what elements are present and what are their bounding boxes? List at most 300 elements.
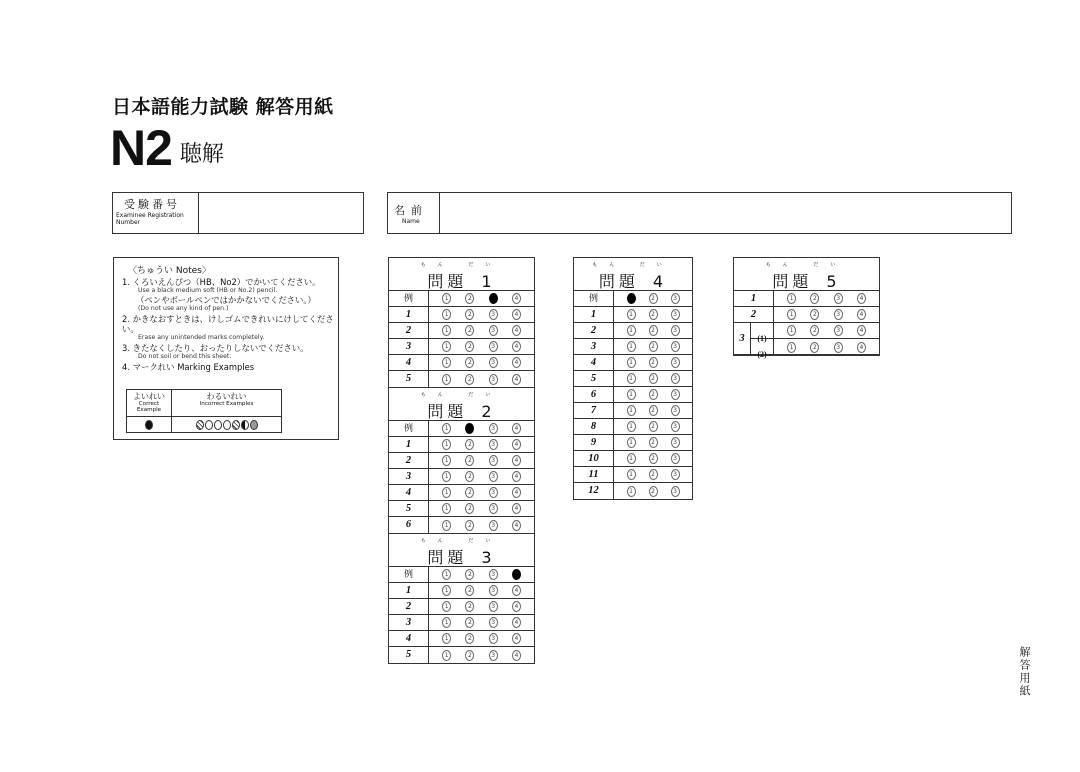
answer-bubble-2[interactable]: 2 bbox=[649, 341, 658, 352]
answer-bubble-3[interactable] bbox=[489, 293, 498, 304]
mondai-furigana: もん だい bbox=[420, 262, 503, 268]
answer-bubble-2[interactable]: 2 bbox=[465, 455, 474, 466]
answer-bubble-3[interactable]: 3 bbox=[489, 569, 498, 580]
answer-bubble-1[interactable]: 1 bbox=[627, 453, 636, 464]
answer-bubble-3[interactable]: 3 bbox=[489, 520, 498, 531]
question-number: 4 bbox=[574, 355, 614, 370]
answer-options bbox=[614, 339, 692, 354]
answer-bubble-2[interactable]: 2 bbox=[810, 342, 819, 353]
mondai-number: 1 bbox=[481, 272, 496, 291]
answer-bubble-2[interactable]: 2 bbox=[649, 309, 658, 320]
note-1-jp2: （ペンやボールペンではかかないでください。） bbox=[136, 295, 316, 305]
answer-options bbox=[429, 501, 534, 516]
answer-bubble-1[interactable]: 1 bbox=[442, 487, 451, 498]
answer-row bbox=[574, 467, 692, 483]
answer-options bbox=[774, 323, 879, 338]
answer-bubble-3[interactable]: 3 bbox=[489, 633, 498, 644]
question-number: 9 bbox=[574, 435, 614, 450]
mondai-title bbox=[734, 269, 879, 292]
answer-bubble-1[interactable]: 1 bbox=[442, 293, 451, 304]
mondai-word: 問題 bbox=[427, 272, 468, 291]
answer-bubble-3[interactable]: 3 bbox=[671, 486, 680, 497]
answer-options bbox=[429, 307, 534, 322]
answer-bubble-4[interactable]: 4 bbox=[512, 650, 521, 661]
answer-options bbox=[429, 517, 534, 533]
answer-bubble-1[interactable]: 1 bbox=[442, 325, 451, 336]
answer-bubble-2[interactable]: 2 bbox=[465, 650, 474, 661]
answer-row bbox=[389, 453, 534, 469]
incorrect-mark-icon bbox=[241, 420, 249, 430]
answer-row bbox=[574, 435, 692, 451]
incorrect-label-en: Incorrect Examples bbox=[199, 401, 254, 407]
mondai-number: 4 bbox=[652, 272, 668, 291]
answer-bubble-4[interactable]: 4 bbox=[512, 357, 521, 368]
question-number: 6 bbox=[389, 517, 429, 533]
mondai-1 bbox=[389, 258, 534, 387]
question-number: 8 bbox=[574, 419, 614, 434]
answer-bubble-4[interactable]: 4 bbox=[512, 293, 521, 304]
answer-bubble-2[interactable]: 2 bbox=[465, 471, 474, 482]
answer-bubble-2[interactable]: 2 bbox=[465, 293, 474, 304]
question-number: 7 bbox=[574, 403, 614, 418]
answer-bubble-3[interactable]: 3 bbox=[489, 503, 498, 514]
answer-bubble-3[interactable]: 3 bbox=[671, 373, 680, 384]
answer-row bbox=[389, 647, 534, 663]
answer-bubble-3[interactable]: 3 bbox=[834, 293, 843, 304]
mondai-header bbox=[734, 258, 879, 291]
answer-options bbox=[614, 291, 692, 306]
question-number: 5 bbox=[574, 371, 614, 386]
answer-row bbox=[734, 291, 879, 307]
answer-bubble-2[interactable]: 2 bbox=[649, 453, 658, 464]
registration-label-en: Examinee Registration Number bbox=[116, 212, 184, 226]
answer-bubble-1[interactable]: 1 bbox=[442, 357, 451, 368]
answer-bubble-1[interactable] bbox=[627, 293, 636, 304]
answer-bubble-2[interactable]: 2 bbox=[465, 520, 474, 531]
answer-bubble-2[interactable]: 2 bbox=[465, 503, 474, 514]
name-box bbox=[387, 192, 1012, 234]
question-number: 1 bbox=[734, 291, 774, 306]
answer-row bbox=[389, 599, 534, 615]
answer-bubble-4[interactable]: 4 bbox=[857, 342, 866, 353]
answer-bubble-2[interactable]: 2 bbox=[465, 487, 474, 498]
answer-options bbox=[614, 467, 692, 482]
answer-bubble-4[interactable]: 4 bbox=[512, 455, 521, 466]
answer-bubble-1[interactable]: 1 bbox=[442, 601, 451, 612]
answer-bubble-2[interactable]: 2 bbox=[649, 405, 658, 416]
answer-bubble-2[interactable]: 2 bbox=[649, 373, 658, 384]
answer-bubble-4[interactable]: 4 bbox=[857, 309, 866, 320]
answer-bubble-1[interactable]: 1 bbox=[787, 293, 796, 304]
answer-bubble-2[interactable]: 2 bbox=[649, 437, 658, 448]
answer-bubble-1[interactable]: 1 bbox=[787, 342, 796, 353]
mondai-5 bbox=[734, 258, 879, 359]
answer-bubble-2[interactable]: 2 bbox=[465, 617, 474, 628]
mondai-title bbox=[389, 399, 534, 422]
answer-bubble-3[interactable]: 3 bbox=[489, 650, 498, 661]
answer-options bbox=[429, 469, 534, 484]
answer-bubble-2[interactable]: 2 bbox=[810, 309, 819, 320]
question-number: 10 bbox=[574, 451, 614, 466]
question-number: 3 bbox=[389, 615, 429, 630]
answer-options bbox=[429, 355, 534, 370]
sub-question-group bbox=[734, 323, 879, 359]
answer-bubble-4[interactable]: 4 bbox=[512, 471, 521, 482]
answer-bubble-1[interactable]: 1 bbox=[787, 309, 796, 320]
answer-bubble-2[interactable]: 2 bbox=[649, 469, 658, 480]
answer-bubble-4[interactable] bbox=[512, 569, 521, 580]
answer-row bbox=[574, 403, 692, 419]
correct-label-en: Correct Example bbox=[136, 401, 162, 413]
note-1-en: Use a black medium soft (HB or No.2) pencil. bbox=[138, 287, 278, 294]
answer-column-1 bbox=[388, 257, 535, 664]
answer-bubble-2[interactable]: 2 bbox=[465, 439, 474, 450]
answer-bubble-3[interactable]: 3 bbox=[671, 357, 680, 368]
answer-bubble-1[interactable]: 1 bbox=[627, 357, 636, 368]
answer-bubble-1[interactable]: 1 bbox=[442, 520, 451, 531]
answer-bubble-2[interactable]: 2 bbox=[649, 389, 658, 400]
answer-bubble-4[interactable]: 4 bbox=[512, 617, 521, 628]
answer-bubble-1[interactable]: 1 bbox=[442, 633, 451, 644]
answer-row bbox=[574, 451, 692, 467]
question-number: 3 bbox=[389, 339, 429, 354]
answer-row bbox=[389, 501, 534, 517]
notes-heading: 〈ちゅうい Notes〉 bbox=[128, 266, 211, 276]
answer-bubble-2[interactable]: 2 bbox=[465, 341, 474, 352]
answer-options bbox=[614, 323, 692, 338]
answer-options bbox=[429, 631, 534, 646]
answer-bubble-2[interactable]: 2 bbox=[465, 585, 474, 596]
note-3-en: Do not soil or bend this sheet. bbox=[138, 353, 232, 360]
level-label: N2 bbox=[110, 120, 172, 176]
question-number: 4 bbox=[389, 485, 429, 500]
answer-bubble-3[interactable]: 3 bbox=[834, 342, 843, 353]
answer-bubble-4[interactable]: 4 bbox=[512, 374, 521, 385]
answer-options bbox=[429, 437, 534, 452]
question-number: 2 bbox=[574, 323, 614, 338]
question-number: 例 bbox=[389, 291, 429, 306]
incorrect-example-header bbox=[172, 390, 281, 417]
answer-bubble-3[interactable]: 3 bbox=[489, 455, 498, 466]
mondai-title bbox=[389, 545, 534, 568]
answer-row bbox=[389, 339, 534, 355]
answer-bubble-4[interactable]: 4 bbox=[512, 439, 521, 450]
answer-bubble-1[interactable]: 1 bbox=[627, 373, 636, 384]
answer-row bbox=[574, 291, 692, 307]
sub-question-rows bbox=[751, 323, 879, 359]
answer-bubble-4[interactable]: 4 bbox=[512, 325, 521, 336]
answer-bubble-4[interactable]: 4 bbox=[512, 309, 521, 320]
answer-row bbox=[389, 307, 534, 323]
question-number: 1 bbox=[389, 307, 429, 322]
name-label bbox=[388, 193, 440, 233]
question-number: 例 bbox=[574, 291, 614, 306]
mondai-number: 5 bbox=[826, 272, 841, 291]
answer-bubble-3[interactable]: 3 bbox=[489, 357, 498, 368]
answer-options bbox=[429, 615, 534, 630]
answer-options bbox=[614, 483, 692, 499]
question-number: 1 bbox=[389, 583, 429, 598]
note-1: 1. くろいえんぴつ（HB、No2）でかいてください。 bbox=[122, 277, 321, 287]
answer-options bbox=[429, 583, 534, 598]
answer-bubble-2[interactable]: 2 bbox=[465, 633, 474, 644]
note-4: 4. マークれい Marking Examples bbox=[122, 362, 255, 372]
correct-label-jp: よいれい bbox=[133, 392, 165, 401]
mondai-4 bbox=[574, 258, 692, 499]
answer-options bbox=[429, 339, 534, 354]
answer-bubble-3[interactable]: 3 bbox=[489, 439, 498, 450]
answer-options bbox=[614, 403, 692, 418]
question-number: 1 bbox=[389, 437, 429, 452]
mondai-header bbox=[389, 258, 534, 291]
answer-bubble-2[interactable]: 2 bbox=[465, 374, 474, 385]
answer-row bbox=[389, 437, 534, 453]
answer-bubble-2[interactable]: 2 bbox=[465, 357, 474, 368]
question-number: 12 bbox=[574, 483, 614, 499]
answer-options bbox=[429, 599, 534, 614]
answer-bubble-2[interactable] bbox=[465, 423, 474, 434]
answer-options bbox=[429, 647, 534, 663]
answer-bubble-4[interactable]: 4 bbox=[512, 503, 521, 514]
answer-bubble-1[interactable]: 1 bbox=[442, 617, 451, 628]
note-1-en2: (Do not use any kind of pen.) bbox=[138, 305, 229, 312]
incorrect-mark-icon bbox=[232, 420, 240, 430]
answer-bubble-1[interactable]: 1 bbox=[627, 486, 636, 497]
answer-bubble-3[interactable]: 3 bbox=[671, 405, 680, 416]
note-2: 2. かきなおすときは、けしゴムできれいにけしてください。 bbox=[122, 314, 334, 334]
answer-bubble-3[interactable]: 3 bbox=[671, 421, 680, 432]
incorrect-mark-icon bbox=[196, 420, 204, 430]
answer-row bbox=[574, 355, 692, 371]
answer-bubble-3[interactable]: 3 bbox=[489, 325, 498, 336]
mondai-word: 問題 bbox=[427, 402, 468, 421]
answer-bubble-3[interactable]: 3 bbox=[671, 469, 680, 480]
answer-row bbox=[389, 615, 534, 631]
answer-bubble-4[interactable]: 4 bbox=[512, 585, 521, 596]
registration-box bbox=[112, 192, 364, 234]
answer-row bbox=[389, 485, 534, 501]
answer-bubble-4[interactable]: 4 bbox=[512, 423, 521, 434]
mondai-header bbox=[389, 534, 534, 567]
question-number: 2 bbox=[734, 307, 774, 322]
answer-row bbox=[389, 583, 534, 599]
answer-bubble-1[interactable]: 1 bbox=[442, 585, 451, 596]
answer-options bbox=[429, 291, 534, 306]
question-number: 3 bbox=[574, 339, 614, 354]
answer-row bbox=[389, 371, 534, 387]
incorrect-label-jp: わるいれい bbox=[206, 392, 247, 401]
answer-options bbox=[614, 355, 692, 370]
note-2-en: Erase any unintended marks completely. bbox=[138, 334, 265, 341]
answer-bubble-1[interactable]: 1 bbox=[627, 389, 636, 400]
answer-bubble-2[interactable]: 2 bbox=[649, 357, 658, 368]
registration-label bbox=[113, 193, 199, 233]
answer-bubble-1[interactable]: 1 bbox=[442, 471, 451, 482]
answer-bubble-3[interactable]: 3 bbox=[671, 325, 680, 336]
incorrect-mark-icon bbox=[214, 420, 222, 430]
answer-bubble-4[interactable]: 4 bbox=[512, 633, 521, 644]
answer-row bbox=[574, 323, 692, 339]
answer-row bbox=[389, 421, 534, 437]
answer-bubble-1[interactable]: 1 bbox=[627, 309, 636, 320]
answer-options bbox=[614, 387, 692, 402]
answer-bubble-2[interactable]: 2 bbox=[649, 325, 658, 336]
answer-bubble-2[interactable]: 2 bbox=[465, 601, 474, 612]
answer-options bbox=[774, 339, 879, 355]
mondai-number: 3 bbox=[481, 548, 496, 567]
mondai-word: 問題 bbox=[772, 272, 813, 291]
answer-bubble-1[interactable]: 1 bbox=[627, 341, 636, 352]
answer-row bbox=[734, 307, 879, 323]
question-number: 2 bbox=[389, 453, 429, 468]
answer-bubble-1[interactable]: 1 bbox=[627, 325, 636, 336]
answer-options bbox=[429, 421, 534, 436]
answer-bubble-1[interactable]: 1 bbox=[627, 421, 636, 432]
answer-column-2 bbox=[573, 257, 693, 500]
answer-bubble-1[interactable]: 1 bbox=[442, 341, 451, 352]
answer-bubble-4[interactable]: 4 bbox=[857, 325, 866, 336]
answer-bubble-2[interactable]: 2 bbox=[465, 569, 474, 580]
answer-bubble-3[interactable]: 3 bbox=[489, 423, 498, 434]
question-number: 5 bbox=[389, 371, 429, 387]
name-label-en: Name bbox=[402, 218, 420, 225]
answer-bubble-1[interactable]: 1 bbox=[442, 439, 451, 450]
mondai-3 bbox=[389, 533, 534, 663]
answer-bubble-2[interactable]: 2 bbox=[465, 325, 474, 336]
answer-bubble-2[interactable]: 2 bbox=[810, 293, 819, 304]
name-label-jp: 名前 bbox=[394, 204, 428, 217]
question-number: 4 bbox=[389, 631, 429, 646]
answer-bubble-1[interactable]: 1 bbox=[627, 405, 636, 416]
registration-field[interactable] bbox=[199, 193, 363, 233]
answer-bubble-1[interactable]: 1 bbox=[442, 455, 451, 466]
mondai-title bbox=[574, 269, 692, 292]
answer-bubble-2[interactable]: 2 bbox=[465, 309, 474, 320]
answer-row bbox=[574, 419, 692, 435]
answer-bubble-3[interactable]: 3 bbox=[489, 341, 498, 352]
mondai-furigana: もん だい bbox=[420, 538, 503, 544]
answer-bubble-2[interactable]: 2 bbox=[810, 325, 819, 336]
answer-bubble-4[interactable]: 4 bbox=[857, 293, 866, 304]
answer-bubble-3[interactable]: 3 bbox=[489, 374, 498, 385]
answer-bubble-1[interactable]: 1 bbox=[787, 325, 796, 336]
answer-bubble-2[interactable]: 2 bbox=[649, 486, 658, 497]
question-number: 3 bbox=[389, 469, 429, 484]
question-number: 1 bbox=[574, 307, 614, 322]
answer-row bbox=[389, 567, 534, 583]
question-number: 5 bbox=[389, 647, 429, 663]
answer-bubble-1[interactable]: 1 bbox=[442, 423, 451, 434]
mondai-header bbox=[389, 388, 534, 421]
answer-bubble-3[interactable]: 3 bbox=[671, 437, 680, 448]
answer-options bbox=[614, 419, 692, 434]
answer-options bbox=[429, 567, 534, 582]
registration-label-jp: 受験番号 bbox=[124, 198, 180, 211]
answer-bubble-2[interactable]: 2 bbox=[649, 421, 658, 432]
answer-options bbox=[429, 453, 534, 468]
name-field[interactable] bbox=[440, 193, 1011, 233]
answer-row bbox=[751, 323, 879, 343]
answer-options bbox=[429, 323, 534, 338]
marking-examples bbox=[126, 389, 282, 433]
question-number: 例 bbox=[389, 567, 429, 582]
question-number: 例 bbox=[389, 421, 429, 436]
answer-bubble-3[interactable]: 3 bbox=[489, 601, 498, 612]
answer-bubble-3[interactable]: 3 bbox=[671, 309, 680, 320]
answer-row bbox=[389, 631, 534, 647]
answer-column-3 bbox=[733, 257, 880, 359]
answer-bubble-4[interactable]: 4 bbox=[512, 520, 521, 531]
section-label: 聴解 bbox=[179, 142, 224, 167]
question-number: 6 bbox=[574, 387, 614, 402]
answer-row bbox=[389, 469, 534, 485]
answer-row bbox=[389, 323, 534, 339]
answer-bubble-1[interactable]: 1 bbox=[442, 569, 451, 580]
mondai-furigana: もん だい bbox=[420, 392, 503, 398]
incorrect-mark-icon bbox=[205, 420, 213, 430]
answer-bubble-4[interactable]: 4 bbox=[512, 341, 521, 352]
answer-bubble-3[interactable]: 3 bbox=[671, 389, 680, 400]
question-number: 2 bbox=[389, 599, 429, 614]
answer-bubble-1[interactable]: 1 bbox=[442, 650, 451, 661]
answer-bubble-1[interactable]: 1 bbox=[627, 469, 636, 480]
answer-bubble-3[interactable]: 3 bbox=[489, 487, 498, 498]
sheet-title: 日本語能力試験 解答用紙 bbox=[112, 96, 334, 118]
answer-bubble-3[interactable]: 3 bbox=[834, 309, 843, 320]
question-number: 3 bbox=[734, 323, 751, 354]
answer-bubble-3[interactable]: 3 bbox=[671, 341, 680, 352]
sub-question-number: (1) bbox=[751, 323, 774, 338]
answer-bubble-2[interactable]: 2 bbox=[649, 293, 658, 304]
mondai-furigana: もん だい bbox=[592, 262, 674, 268]
answer-bubble-1[interactable]: 1 bbox=[442, 374, 451, 385]
answer-options bbox=[429, 371, 534, 387]
answer-bubble-1[interactable]: 1 bbox=[442, 503, 451, 514]
answer-options bbox=[429, 485, 534, 500]
level-heading bbox=[110, 120, 224, 176]
answer-row bbox=[574, 371, 692, 387]
mondai-title bbox=[389, 269, 534, 292]
answer-bubble-3[interactable]: 3 bbox=[834, 325, 843, 336]
answer-bubble-3[interactable]: 3 bbox=[671, 293, 680, 304]
answer-bubble-1[interactable]: 1 bbox=[627, 437, 636, 448]
incorrect-mark-icon bbox=[223, 420, 231, 430]
answer-row bbox=[574, 307, 692, 323]
answer-row bbox=[389, 291, 534, 307]
answer-options bbox=[614, 307, 692, 322]
mondai-2 bbox=[389, 387, 534, 533]
answer-row bbox=[389, 355, 534, 371]
answer-row bbox=[389, 517, 534, 533]
answer-bubble-4[interactable]: 4 bbox=[512, 487, 521, 498]
answer-row bbox=[751, 339, 879, 359]
mondai-furigana: もん だい bbox=[765, 262, 848, 268]
answer-bubble-3[interactable]: 3 bbox=[489, 309, 498, 320]
incorrect-mark-icon bbox=[250, 420, 258, 430]
answer-bubble-4[interactable]: 4 bbox=[512, 601, 521, 612]
answer-bubble-3[interactable]: 3 bbox=[489, 617, 498, 628]
correct-example-header bbox=[127, 390, 171, 417]
answer-bubble-3[interactable]: 3 bbox=[489, 471, 498, 482]
answer-bubble-3[interactable]: 3 bbox=[671, 453, 680, 464]
answer-options bbox=[774, 291, 879, 306]
notes-box bbox=[113, 257, 339, 440]
question-number: 4 bbox=[389, 355, 429, 370]
answer-bubble-3[interactable]: 3 bbox=[489, 585, 498, 596]
answer-row bbox=[574, 483, 692, 499]
mondai-word: 問題 bbox=[427, 548, 468, 567]
answer-bubble-1[interactable]: 1 bbox=[442, 309, 451, 320]
